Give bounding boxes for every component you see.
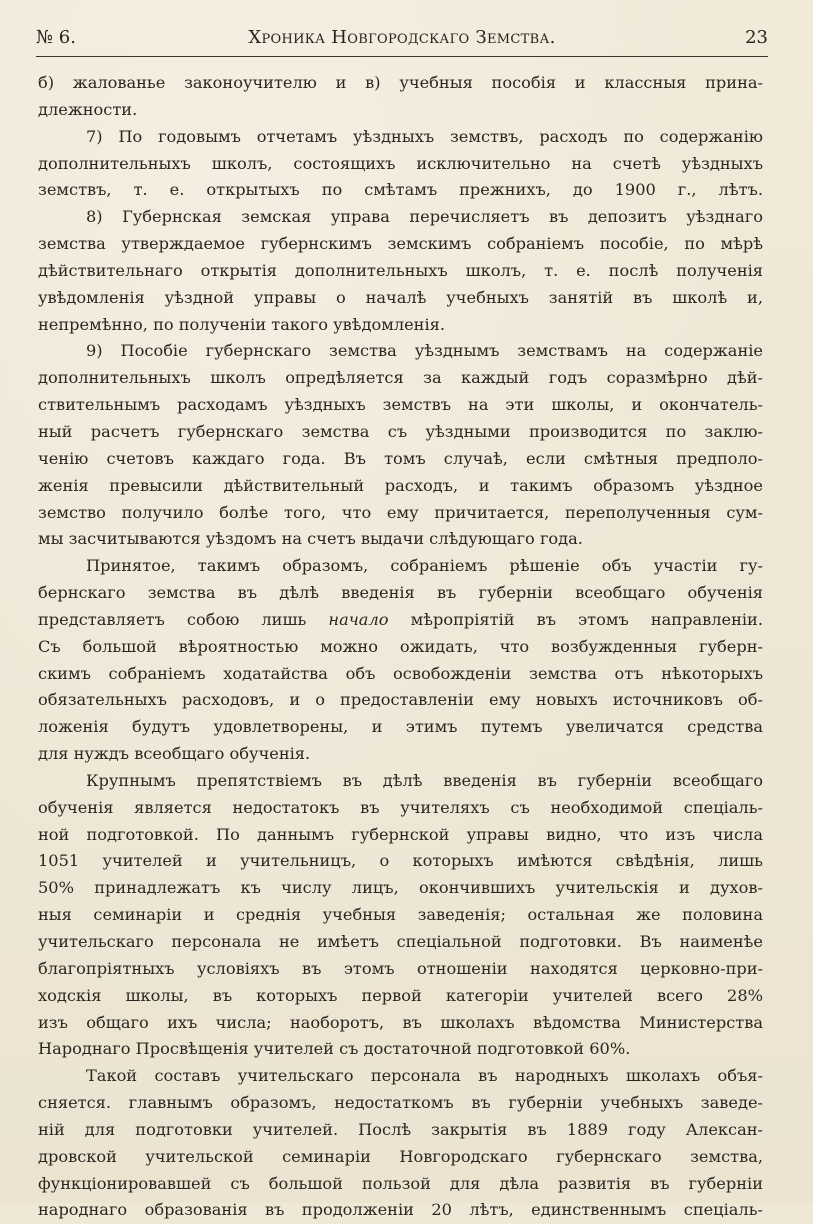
text-line: бернскаго земства въ дѣлѣ введенія въ губерніи всеобщаго обученія	[38, 583, 763, 603]
text-line: мы засчитываются уѣздомъ на счетъ выдачи слѣдующаго года.	[38, 529, 583, 549]
text-line: ствительнымъ расходамъ уѣздныхъ земствъ на эти школы, и окончатель-	[38, 395, 763, 415]
text-line: дровской учительской семинаріи Новгородскаго губернскаго земства,	[38, 1146, 763, 1166]
text-line: земство получило болѣе того, что ему причитается, переполученныя сум-	[38, 502, 763, 522]
text-line: ній для подготовки учителей. Послѣ закрытія въ 1889 году Алексан-	[38, 1119, 763, 1139]
text-line: 8) Губернская земская управа перечисляетъ въ депозитъ уѣзднаго	[86, 207, 763, 227]
text-line: обученія является недостатокъ въ учителяхъ съ необходимой спеціаль-	[38, 797, 763, 817]
text-line: Съ большой вѣроятностью можно ожидать, что возбужденныя губерн-	[38, 636, 763, 656]
text-line: 7) По годовымъ отчетамъ уѣздныхъ земствъ, расходъ по содержанію	[86, 126, 763, 146]
journal-title: Хроника Новгородскаго Земства.	[248, 27, 556, 48]
issue-number: № 6.	[36, 27, 76, 48]
text-line: благопріятныхъ условіяхъ въ этомъ отношеніи находятся церковно-при-	[38, 958, 763, 978]
text-line: скимъ собраніемъ ходатайства объ освобожденіи земства отъ нѣкоторыхъ	[38, 663, 763, 683]
text-line: ной подготовкой. По даннымъ губернской управы видно, что изъ числа	[38, 824, 763, 844]
page-number: 23	[745, 27, 768, 48]
text-line: ченію счетовъ каждаго года. Въ томъ случаѣ, если смѣтныя предполо-	[38, 448, 763, 468]
text-line: функціонировавшей съ большой пользой для дѣла развитія въ губерніи	[38, 1173, 763, 1193]
text-line: ныя семинаріи и среднія учебныя заведенія; остальная же половина	[38, 905, 763, 925]
text-line: Народнаго Просвѣщенія учителей съ достаточной подготовкой 60%.	[38, 1039, 631, 1059]
running-header	[36, 24, 768, 52]
text-line: длежности.	[38, 99, 138, 119]
text-line: 1051 учителей и учительницъ, о которыхъ имѣются свѣдѣнія, лишь	[38, 851, 763, 871]
text-fragment: мѣропріятій въ этомъ направленіи.	[388, 609, 763, 629]
text-line: дѣйствительнаго открытія дополнительныхъ школъ, т. е. послѣ полученія	[38, 260, 763, 280]
text-line: б) жалованье законоучителю и в) учебныя пособія и классныя прина-	[38, 73, 763, 92]
text-line: дополнительныхъ школъ опредѣляется за каждый годъ соразмѣрно дѣй-	[38, 368, 763, 388]
text-line: изъ общаго ихъ числа; наоборотъ, въ школахъ вѣдомства Министерства	[38, 1012, 763, 1032]
text-fragment: представляетъ собою лишь	[38, 609, 329, 629]
text-line: Принятое, такимъ образомъ, собраніемъ рѣшеніе объ участіи гу-	[86, 556, 763, 576]
text-line: ный расчетъ губернскаго земства съ уѣздными производится по заклю-	[38, 421, 763, 441]
text-line: непремѣнно, по полученіи такого увѣдомленія.	[38, 314, 446, 334]
body-text	[38, 70, 763, 1224]
text-line: 9) Пособіе губернскаго земства уѣзднымъ земствамъ на содержаніе	[86, 341, 763, 361]
italic-emphasis: начало	[328, 609, 389, 629]
text-line: Крупнымъ препятствіемъ въ дѣлѣ введенія въ губерніи всеобщаго	[86, 770, 763, 790]
text-line: Такой составъ учительскаго персонала въ народныхъ школахъ объя-	[86, 1066, 763, 1086]
text-line: земства утверждаемое губернскимъ земскимъ собраніемъ пособіе, по мѣрѣ	[38, 234, 763, 254]
text-line: ходскія школы, въ которыхъ первой категоріи учителей всего 28%	[38, 985, 763, 1005]
text-line: учительскаго персонала не имѣетъ спеціальной подготовки. Въ наименѣе	[38, 932, 763, 951]
text-line: народнаго образованія въ продолженіи 20 лѣтъ, единственнымъ спеціаль-	[38, 1200, 763, 1220]
text-line: женія превысили дѣйствительный расходъ, и такимъ образомъ уѣздное	[38, 475, 763, 495]
text-line: для нуждъ всеобщаго обученія.	[38, 744, 311, 764]
text-line: ложенія будутъ удовлетворены, и этимъ путемъ увеличатся средства	[38, 717, 763, 737]
text-line: земствъ, т. е. открытыхъ по смѣтамъ прежнихъ, до 1900 г., лѣтъ.	[38, 180, 763, 200]
text-line-with-italic	[38, 607, 763, 634]
text-line: 50% принадлежатъ къ числу лицъ, окончившихъ учительскія и духов-	[38, 878, 763, 898]
text-line: обязательныхъ расходовъ, и о предоставленіи ему новыхъ источниковъ об-	[38, 690, 763, 710]
header-rule	[36, 56, 768, 57]
text-line: сняется. главнымъ образомъ, недостаткомъ въ губерніи учебныхъ заведе-	[38, 1093, 763, 1113]
text-line: дополнительныхъ школъ, состоящихъ исключительно на счетѣ уѣздныхъ	[38, 153, 763, 173]
text-line: увѣдомленія уѣздной управы о началѣ учебныхъ занятій въ школѣ и,	[38, 287, 763, 307]
